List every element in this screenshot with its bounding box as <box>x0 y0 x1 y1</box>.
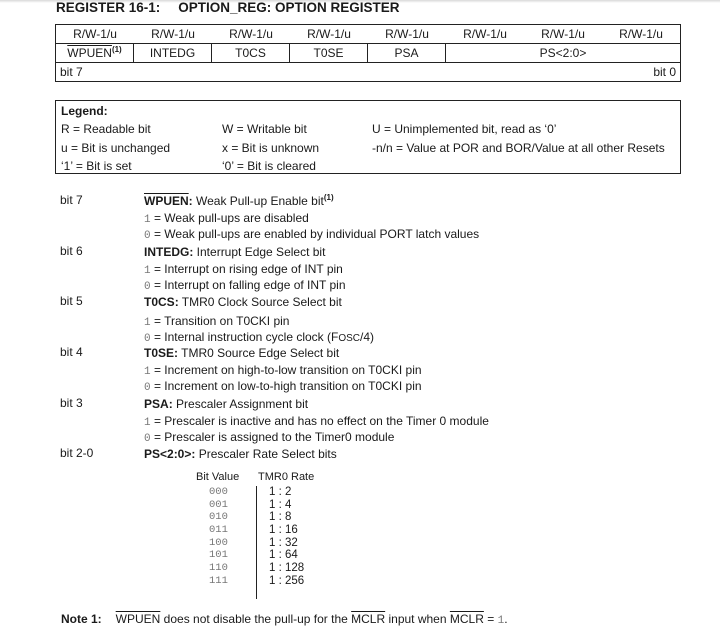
option-value: 1 <box>144 417 151 429</box>
prescaler-row <box>196 562 328 575</box>
legend-item: ‘0’ = Bit is cleared <box>222 159 316 173</box>
bit-option <box>144 329 374 345</box>
bitname-wpuen <box>56 44 134 62</box>
bitname-t0se: T0SE <box>290 44 368 62</box>
access-bit5: R/W-1/u <box>229 27 273 41</box>
bit-summary: TMR0 Clock Source Select bit <box>178 295 342 309</box>
bit-label: bit 3 <box>60 396 83 410</box>
tmr0-rate: 1 : 2 <box>269 486 292 498</box>
bit-value: 110 <box>209 562 228 575</box>
note-text: input when <box>385 612 450 626</box>
access-bit3: R/W-1/u <box>385 27 429 41</box>
note-text: = <box>483 612 498 626</box>
bit-value: 111 <box>209 574 228 587</box>
bitname-wpuen-text: WPUEN <box>67 46 112 60</box>
option-text-end: /4) <box>360 330 375 344</box>
prescaler-table-header <box>196 468 328 486</box>
option-text: = Weak pull-ups are enabled by individual PORT latch values <box>150 227 480 241</box>
msb-label: bit 7 <box>60 65 83 79</box>
bit-order-row <box>56 63 680 81</box>
legend-item: -n/n = Value at POR and BOR/Value at all other Resets <box>372 140 665 155</box>
option-text-smallcaps: OSC <box>338 333 361 344</box>
bit-label: bit 4 <box>60 345 83 359</box>
access-bit2: R/W-1/u <box>463 27 507 41</box>
bit-name: PS<2:0> <box>144 447 192 461</box>
bit-value: 100 <box>209 536 228 549</box>
option-text: = Interrupt on falling edge of INT pin <box>150 278 346 292</box>
prescaler-row <box>196 524 328 537</box>
option-text: = Transition on T0CKI pin <box>150 314 290 328</box>
prescaler-rate-table <box>196 468 328 588</box>
legend-item: ‘1’ = Bit is set <box>61 159 132 173</box>
tmr0-rate: 1 : 128 <box>269 562 305 575</box>
legend-row <box>61 157 675 176</box>
bit-option <box>144 429 489 445</box>
bit-label: bit 2-0 <box>60 446 94 460</box>
option-text: = Interrupt on rising edge of INT pin <box>150 262 343 276</box>
option-value: 1 <box>144 317 151 329</box>
option-text: = Weak pull-ups are disabled <box>150 211 309 225</box>
bit-value: 101 <box>209 549 228 562</box>
tmr0-rate: 1 : 256 <box>269 574 305 587</box>
bit-name: T0CS <box>144 295 175 309</box>
legend-item: R = Readable bit <box>61 122 151 136</box>
footnote-ref: (1) <box>323 193 334 202</box>
prescaler-row <box>196 575 328 588</box>
option-text: = Increment on high-to-low transition on T0CKI pin <box>150 363 422 377</box>
option-value: 1 <box>144 214 151 226</box>
prescaler-row <box>196 486 328 499</box>
bit-name: WPUEN <box>144 194 189 208</box>
footnote-ref: (1) <box>111 45 122 54</box>
bit-heading: T0SE: TMR0 Source Edge Select bit <box>144 346 340 360</box>
bit-heading: WPUEN: Weak Pull-up Enable bit$^{(1)}$ <box>144 193 334 208</box>
bit-value: 011 <box>209 524 228 537</box>
option-text: = Increment on low-to-high transition on T0CKI pin <box>150 379 422 393</box>
register-bit-table <box>55 24 681 82</box>
bitname-intedg: INTEDG <box>134 44 212 62</box>
bit-summary: Interrupt Edge Select bit <box>193 245 326 259</box>
bit-label: bit 7 <box>60 193 83 207</box>
bit-option <box>144 226 479 242</box>
header-tmr0-rate: TMR0 Rate <box>258 471 315 483</box>
header-bit-value: Bit Value <box>196 471 240 483</box>
option-text: = Internal instruction cycle clock (F <box>150 330 339 344</box>
bit-option <box>144 261 346 277</box>
note-text: does not disable the pull-up for the <box>160 612 352 626</box>
column-divider <box>256 486 257 599</box>
option-text: = Prescaler is inactive and has no effect on the Timer 0 module <box>150 414 489 428</box>
access-row <box>56 25 680 44</box>
access-bit6: R/W-1/u <box>151 27 195 41</box>
option-value: 1 <box>144 265 151 277</box>
bitname-ps: PS<2:0> <box>539 46 587 60</box>
option-value: 1 <box>144 366 151 378</box>
note-value: 1 <box>497 615 505 627</box>
legend-item: u = Bit is unchanged <box>61 140 171 155</box>
bit-name-row <box>56 44 680 63</box>
legend-title: Legend: <box>61 104 108 118</box>
tmr0-rate: 1 : 32 <box>269 536 298 549</box>
bit-option <box>144 277 346 293</box>
bit-summary: Prescaler Rate Select bits <box>195 447 337 461</box>
access-bit0: R/W-1/u <box>619 27 663 41</box>
option-value: 0 <box>144 333 151 345</box>
bit-option <box>144 210 479 226</box>
bit-heading: T0CS: TMR0 Clock Source Select bit <box>144 295 342 309</box>
access-bit4: R/W-1/u <box>307 27 351 41</box>
register-title <box>56 0 400 15</box>
option-value: 0 <box>144 281 151 293</box>
note-signal-wpuen: WPUEN <box>115 612 161 626</box>
legend-item: x = Bit is unknown <box>222 140 320 155</box>
bit-heading: INTEDG: Interrupt Edge Select bit <box>144 245 326 259</box>
note-label: Note 1: <box>61 612 102 626</box>
legend-box <box>55 100 681 174</box>
bit-option <box>144 362 422 378</box>
bit-name: PSA <box>144 397 169 411</box>
bit-name: T0SE <box>144 346 175 360</box>
tmr0-rate: 1 : 8 <box>269 511 292 524</box>
option-value: 0 <box>144 433 151 445</box>
legend-item: W = Writable bit <box>222 122 307 136</box>
access-bit7: R/W-1/u <box>73 27 117 41</box>
register-number: REGISTER 16-1: <box>56 0 161 15</box>
prescaler-table-body <box>196 486 328 588</box>
bit-value: 000 <box>209 486 228 498</box>
footnote <box>61 612 508 627</box>
register-name: OPTION_REG: OPTION REGISTER <box>178 0 400 15</box>
legend-row <box>61 120 675 139</box>
bit-summary: Prescaler Assignment bit <box>172 397 309 411</box>
prescaler-row <box>196 549 328 562</box>
bit-option <box>144 378 422 394</box>
note-text: . <box>504 612 508 626</box>
prescaler-row <box>196 537 328 550</box>
bitname-t0cs: T0CS <box>212 44 290 62</box>
bit-option <box>144 413 489 429</box>
tmr0-rate: 1 : 64 <box>269 549 298 562</box>
tmr0-rate: 1 : 4 <box>269 498 292 511</box>
note-signal-mclr: MCLR <box>449 612 484 626</box>
bit-summary: Weak Pull-up Enable bit <box>192 194 324 208</box>
bit-value: 001 <box>209 498 228 511</box>
bit-summary: TMR0 Source Edge Select bit <box>178 346 340 360</box>
tmr0-rate: 1 : 16 <box>269 524 298 537</box>
bit-heading: PS<2:0>: Prescaler Rate Select bits <box>144 447 337 461</box>
bit-value: 010 <box>209 511 228 524</box>
legend-row <box>61 139 675 158</box>
bit-option <box>144 313 374 329</box>
prescaler-row <box>196 499 328 512</box>
option-value: 0 <box>144 230 151 242</box>
option-text: = Prescaler is assigned to the Timer0 module <box>150 430 395 444</box>
bit-label: bit 5 <box>60 294 83 308</box>
legend-item: U = Unimplemented bit, read as ‘0’ <box>372 122 557 136</box>
note-signal-mclr: MCLR <box>351 612 386 626</box>
access-bit1: R/W-1/u <box>541 27 585 41</box>
option-value: 0 <box>144 382 151 394</box>
lsb-label: bit 0 <box>653 65 676 79</box>
bit-heading: PSA: Prescaler Assignment bit <box>144 397 309 411</box>
bit-label: bit 6 <box>60 244 83 258</box>
bit-name: INTEDG <box>144 245 190 259</box>
prescaler-row <box>196 511 328 524</box>
bitname-psa: PSA <box>368 44 446 62</box>
